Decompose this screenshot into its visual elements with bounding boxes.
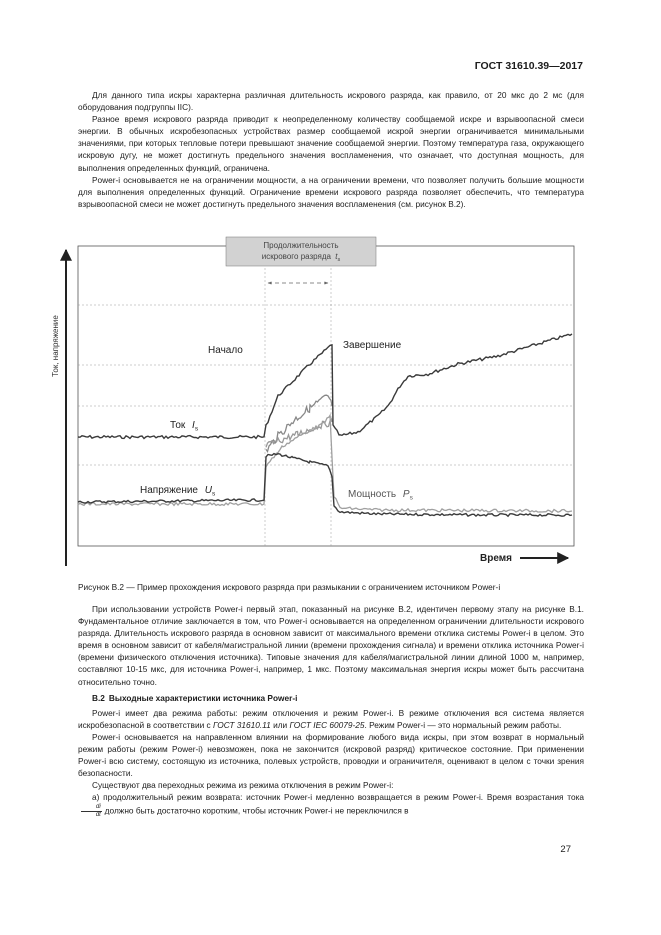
paragraph: а) продолжительный режим возврата: источник Power-i медленно возвращается в режим Power-i. Время возрастания тока $\frac{di}{dt}$ должно быть достаточно коротким, чтобы источник Power-i не переключился в [78,791,584,818]
paragraph: Для данного типа искры характерна различная длительность искрового разряда, как правило, от 20 мкс до 2 мс (для оборудования подгруппы IIC). [78,90,584,113]
paragraph: При использовании устройств Power-i первый этап, показанный на рисунке В.2, идентичен первому этапу на рисунке В.1. Фундаментальное отличие заключается в том, что Power-i основывается на определенном ограничении длительности искрового разряда. Длительность искрового разряда в основном зависит от максимального времени отклика системы Power-i в целом. Это время в основном зависит от кабеля/магистральной линии (времени прохождения сигнала) и времени отклика источника Power-i (времени физического отключения источника). Типовые значения для кабеля/магистральной линии длиной 1000 м, например, составляют 10-15 мкс, для источника Power-i, например, 1 мкс. Поэтому максимальная энергия искры может быть рассчитана относительно точно. [78,604,584,687]
voltage-label: Напряжение $U_s$ [140,485,216,498]
page-number: 27 [560,844,571,855]
section-heading [78,692,584,704]
figure-caption: Рисунок В.2 — Пример прохождения искрового разряда при размыкании с ограничением источником Power-i [78,582,501,592]
duration-label-line1: Продолжительность [263,241,339,250]
standard-code: ГОСТ 31610.39—2017 [474,60,583,72]
start-label: Начало [208,345,243,356]
body-text [78,603,584,819]
intro-text [78,89,584,210]
paragraph: Существуют два переходных режима из режима отключения в режим Power-i: [92,780,394,791]
end-label: Завершение [343,340,402,351]
standard-reference: ГОСТ IEC 60079-25 [289,719,365,730]
paragraph: Power-i имеет два режима работы: режим отключения и режим Power-i. В режиме отключения вся система является искробезопасной в соответствии с ГОСТ 31610.11 или ГОСТ IEC 60079-25. Режим Power-i — это нормальный режим работы. [78,707,584,730]
power-label: Мощность $P_s$ [348,489,413,502]
section-number: В.2 [92,692,105,703]
paragraph: Power-i основывается на направленном влиянии на формирование любого вида искры, при этом возврат в нормальный режим работы (режим Power-i) невозможен, пока не закончится (искровой разряд) критическое состояние. При применении Power-i всю систему, состоящую из источника, полевых устройств, проводки и ограничителя, оценивают в целом с точки зрения безопасности. [78,731,584,779]
section-title: Выходные характеристики источника Power-i [108,692,298,703]
x-axis-label: Время [480,553,512,564]
standard-reference: ГОСТ 31610.11 [213,719,271,730]
paragraph: Разное время искрового разряда приводит к неопределенному количеству сообщаемой искре и взрывоопасной смеси энергии. В обычных искробезопасных устройствах размер сообщаемой искрой энергии ограничивается минимальными значениями, при которых тепловые потери превышают значение сообщаемой энергии. Поэтому температура газа, окружающего искровую дугу, не может достигнуть предельного значения воспламенения, что означает, что доступная мощность, для выполнения определенных функций, ограничена. [78,114,584,173]
di-dt-fraction: $\frac{di}{dt}$ [81,804,102,819]
current-label: Ток $I_s$ [170,420,199,433]
y-axis-label: Ток, напряжение [51,315,60,377]
spark-discharge-figure [51,236,578,574]
duration-label-line2: искрового разряда $t_s$ [261,252,341,263]
paragraph: Power-i основывается не на ограничении мощности, а на ограничении времени, что позволяет получить большие мощности для выполнения определенных функций. Ограничение времени искрового разряда позволяет обеспечить, что температура взрывоопасной смеси не может достигнуть предельного значения воспламенения (см. рисунок В.2). [78,174,584,209]
